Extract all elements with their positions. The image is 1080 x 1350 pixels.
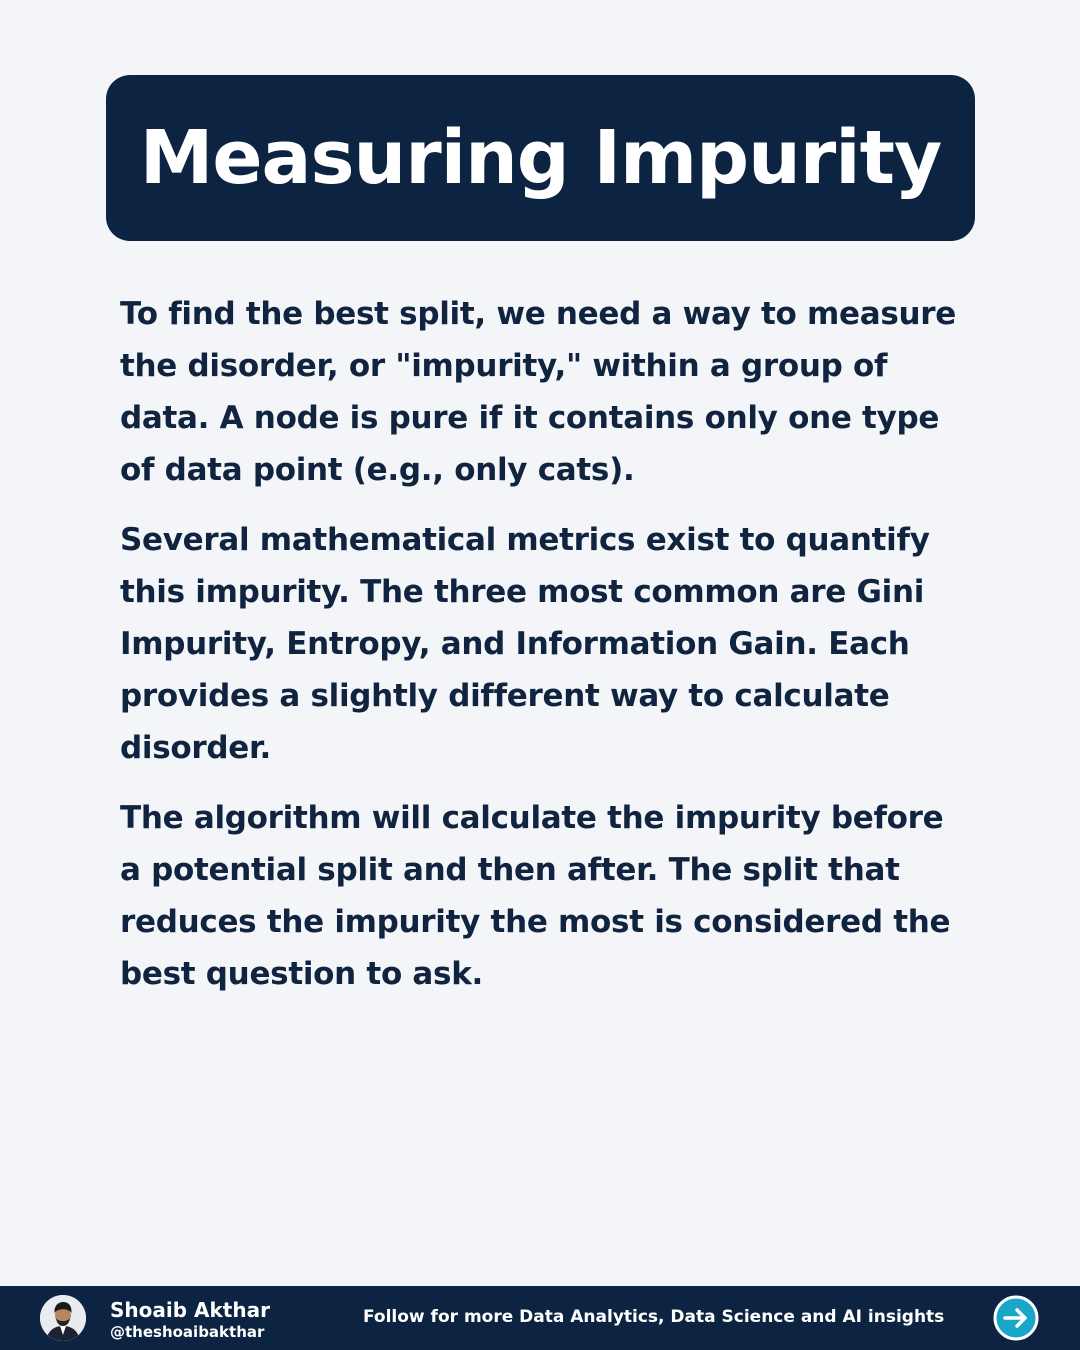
paragraph-2: Several mathematical metrics exist to quantify this impurity. The three most common are Gini Impurity, Entropy, and Information Gain. Each provides a slightly different way to calculate disorder. [120, 522, 930, 766]
author-name: Shoaib Akthar [110, 1298, 270, 1322]
follow-tagline: Follow for more Data Analytics, Data Science and AI insights [363, 1307, 945, 1327]
paragraph-1: To find the best split, we need a way to measure the disorder, or "impurity," within a group of data. A node is pure if it contains only one type of data point (e.g., only cats). [120, 296, 957, 488]
avatar[interactable] [40, 1295, 86, 1341]
author-handle[interactable]: @theshoaibakthar [110, 1323, 265, 1341]
paragraph-3: The algorithm will calculate the impurity before a potential split and then after. The split that reduces the impurity the most is considered the best question to ask. [120, 800, 951, 992]
arrow-right-circle-icon [992, 1294, 1040, 1342]
body-text [120, 288, 960, 1018]
title-banner [106, 75, 975, 241]
page-title: Measuring Impurity [139, 115, 942, 201]
footer-bar [0, 1286, 1080, 1350]
next-button[interactable] [992, 1294, 1040, 1342]
